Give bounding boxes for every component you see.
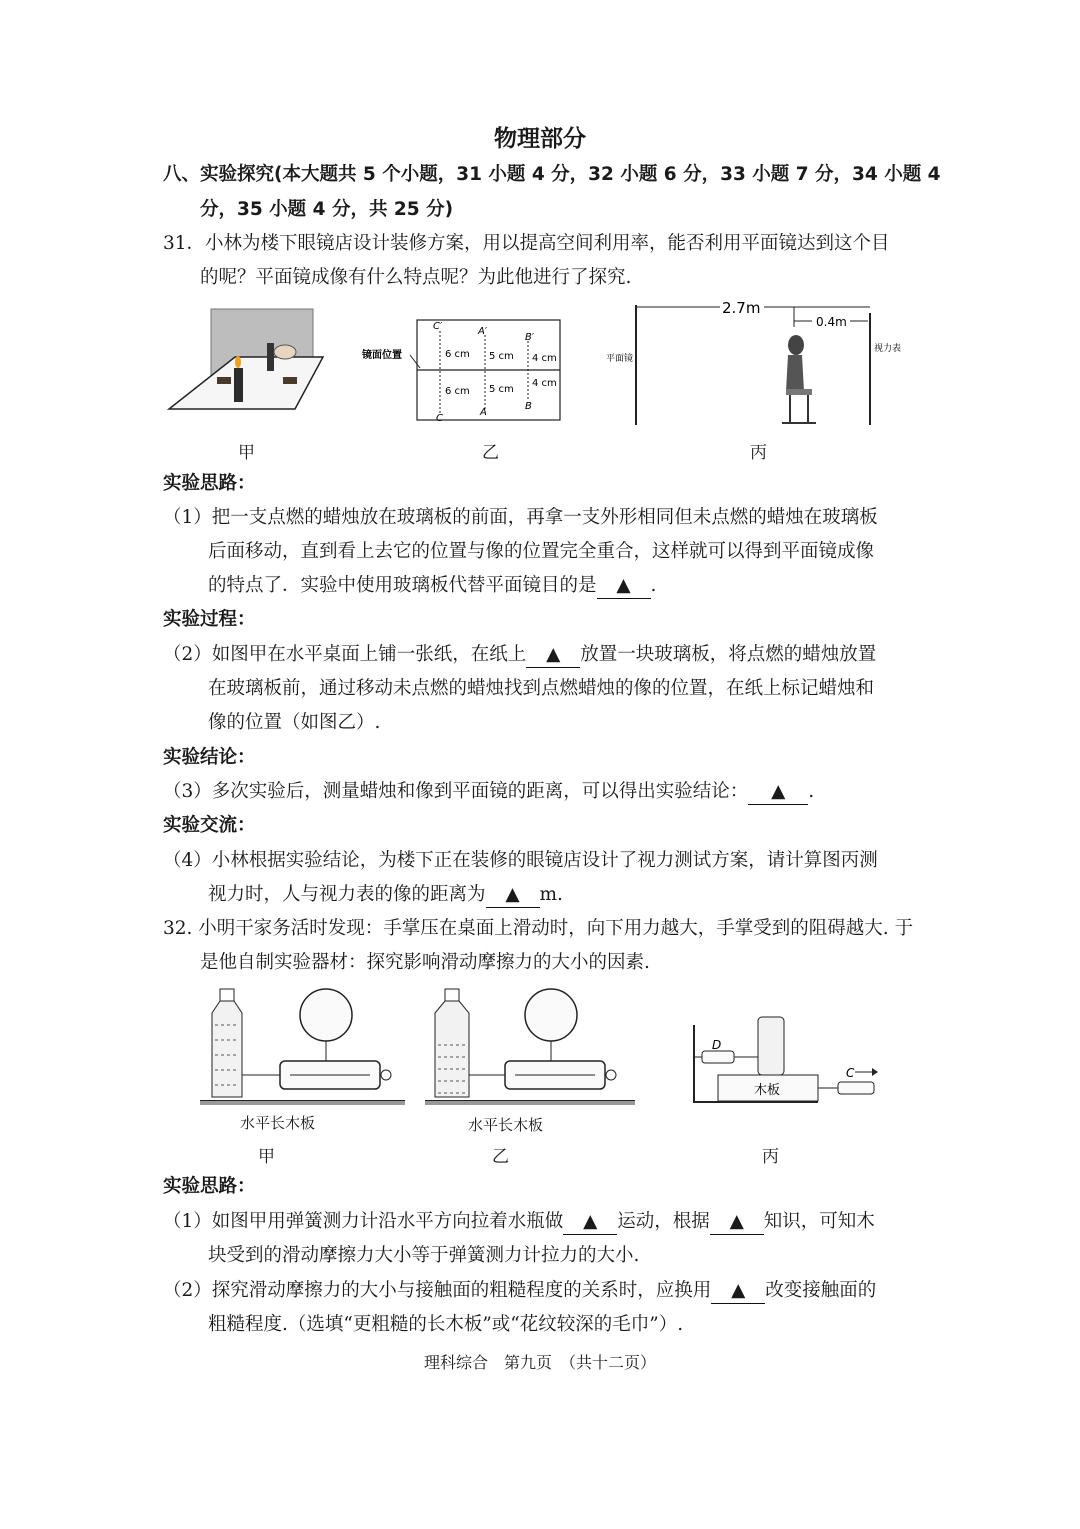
q31-idea-title: 实验思路： [163, 473, 256, 494]
q32-figure-jia [200, 985, 405, 1113]
point-b: B [525, 401, 532, 412]
unlit-candle [267, 343, 274, 371]
person-head [788, 335, 804, 355]
support-left [217, 377, 231, 384]
mirror-pointer [410, 355, 420, 368]
q32-stem: 32. 小明干家务活时发现：手掌压在桌面上滑动时，向下用力越大，手掌受到的阻碍越大. 于 [163, 918, 914, 939]
q32-part1-line1: （1）如图甲用弹簧测力计沿水平方向拉着水瓶做 ▲ 运动，根据 ▲ 知识，可知木 [163, 1207, 875, 1237]
dist-c-bottom: 6 cm [445, 386, 470, 397]
q31-part3: （3）多次实验后，测量蜡烛和像到平面镜的距离，可以得出实验结论： ▲ . [163, 777, 814, 807]
point-a: A [480, 407, 487, 418]
q32-fig-label-jia: 甲 [258, 1147, 275, 1167]
wood-board-label: 木板 [754, 1083, 781, 1098]
chair-seat [786, 389, 812, 395]
q32-figure-bing [690, 1005, 880, 1105]
answer-blank[interactable]: ▲ [526, 643, 580, 668]
q31-figure-bing [602, 293, 902, 433]
q32-board-label-yi: 水平长木板 [468, 1116, 544, 1134]
label-c: C [846, 1066, 855, 1080]
q31-part2-line1: （2）如图甲在水平桌面上铺一张纸，在纸上 ▲ 放置一块玻璃板，将点燃的蜡烛放置 [163, 640, 876, 670]
q32-part2-line2: 粗糙程度.（选填“更粗糙的长木板”或“花纹较深的毛巾”）. [208, 1314, 684, 1335]
label-d: D [712, 1038, 722, 1052]
q31-stem-cont: 的呢？平面镜成像有什么特点呢？为此他进行了探究. [200, 267, 632, 288]
long-board [200, 1101, 405, 1105]
q31-exchange-title: 实验交流： [163, 815, 256, 836]
answer-blank[interactable]: ▲ [710, 1210, 764, 1235]
q31-part1-line1: （1）把一支点燃的蜡烛放在玻璃板的前面，再拿一支外形相同但未点燃的蜡烛在玻璃板 [163, 507, 878, 528]
dist-c-top: 6 cm [445, 349, 470, 360]
support-right [283, 377, 297, 384]
q31-part2-line2: 在玻璃板前，通过移动未点燃的蜡烛找到点燃蜡烛的像的位置，在纸上标记蜡烛和 [208, 678, 875, 699]
dist-b-bottom: 4 cm [532, 378, 557, 389]
q31-figure-jia [165, 305, 330, 417]
q31-part4-line2: 视力时，人与视力表的像的距离为 ▲ m. [208, 880, 563, 910]
dist-a-bottom: 5 cm [489, 384, 514, 395]
q32-part1-line2: 块受到的滑动摩擦力大小等于弹簧测力计拉力的大小. [208, 1245, 640, 1266]
plane-mirror-label: 平面镜 [606, 354, 634, 364]
bottle-cap [445, 989, 459, 1001]
paper-sheet [169, 357, 323, 409]
long-board [425, 1101, 635, 1105]
q32-figure-yi [425, 985, 635, 1113]
mirror-position-label: 镜面位置 [362, 350, 402, 361]
point-b-prime: B′ [525, 332, 535, 343]
spring-scale-c [838, 1082, 874, 1094]
answer-blank[interactable]: ▲ [597, 574, 651, 599]
spring-scale-d [702, 1051, 734, 1063]
scale-reading-magnifier [300, 989, 352, 1041]
q31-figure-yi [360, 315, 565, 427]
q32-board-label-jia: 水平长木板 [240, 1114, 316, 1132]
q31-fig-label-yi: 乙 [482, 443, 499, 463]
point-c-prime: C′ [433, 321, 443, 332]
q31-part4-line1: （4）小林根据实验结论，为楼下正在装修的眼镜店设计了视力测试方案，请计算图丙测 [163, 850, 878, 871]
q32-stem-cont: 是他自制实验器材：探究影响滑动摩擦力的大小的因素. [200, 952, 650, 973]
q31-fig-label-bing: 丙 [750, 443, 767, 463]
hand [274, 345, 296, 359]
q31-process-title: 实验过程： [163, 609, 256, 630]
scale-hook [606, 1070, 616, 1080]
q31-conclusion-title: 实验结论： [163, 747, 256, 768]
scale-reading-magnifier [525, 989, 577, 1041]
answer-blank[interactable]: ▲ [486, 883, 540, 908]
lit-candle [234, 368, 243, 402]
answer-blank[interactable]: ▲ [563, 1210, 617, 1235]
q32-fig-label-bing: 丙 [762, 1147, 779, 1167]
person-body [786, 355, 804, 391]
scale-hook [381, 1070, 391, 1080]
water-bottle [435, 1001, 469, 1097]
eye-chart-label: 视力表 [874, 344, 902, 354]
water-bottle [212, 1001, 242, 1097]
section-heading-cont: 分，35 小题 4 分，共 25 分) [200, 199, 454, 220]
page-footer: 理科综合 第九页 （共十二页） [423, 1353, 656, 1372]
q32-part2-line1: （2）探究滑动摩擦力的大小与接触面的粗糙程度的关系时，应换用 ▲ 改变接触面的 [163, 1276, 876, 1306]
q31-stem: 31．小林为楼下眼镜店设计装修方案，用以提高空间利用率，能否利用平面镜达到这个目 [163, 233, 890, 254]
candle-flame [235, 356, 241, 368]
q31-part2-line3: 像的位置（如图乙）. [208, 712, 381, 733]
q31-fig-label-jia: 甲 [238, 443, 255, 463]
point-c: C [436, 413, 443, 424]
page-title: 物理部分 [494, 126, 586, 152]
answer-blank[interactable]: ▲ [711, 1279, 765, 1304]
water-bottle [758, 1017, 784, 1075]
bottle-cap [220, 989, 234, 1001]
q31-part1-line2: 后面移动，直到看上去它的位置与像的位置完全重合，这样就可以得到平面镜成像 [208, 541, 875, 562]
q32-idea-title: 实验思路： [163, 1176, 256, 1197]
dist-b-top: 4 cm [532, 353, 557, 364]
section-heading: 八、实验探究(本大题共 5 个小题，31 小题 4 分，32 小题 6 分，33 小题 7 分，34 小题 4 [163, 164, 941, 185]
pull-arrow-head [872, 1068, 878, 1076]
answer-blank[interactable]: ▲ [748, 780, 808, 805]
dist-a-top: 5 cm [489, 351, 514, 362]
q31-part1-line3: 的特点了．实验中使用玻璃板代替平面镜目的是 ▲ . [208, 571, 656, 601]
dist-total: 2.7m [722, 299, 761, 317]
dist-small: 0.4m [816, 315, 847, 329]
point-a-prime: A′ [478, 326, 488, 337]
q32-fig-label-yi: 乙 [492, 1147, 509, 1167]
